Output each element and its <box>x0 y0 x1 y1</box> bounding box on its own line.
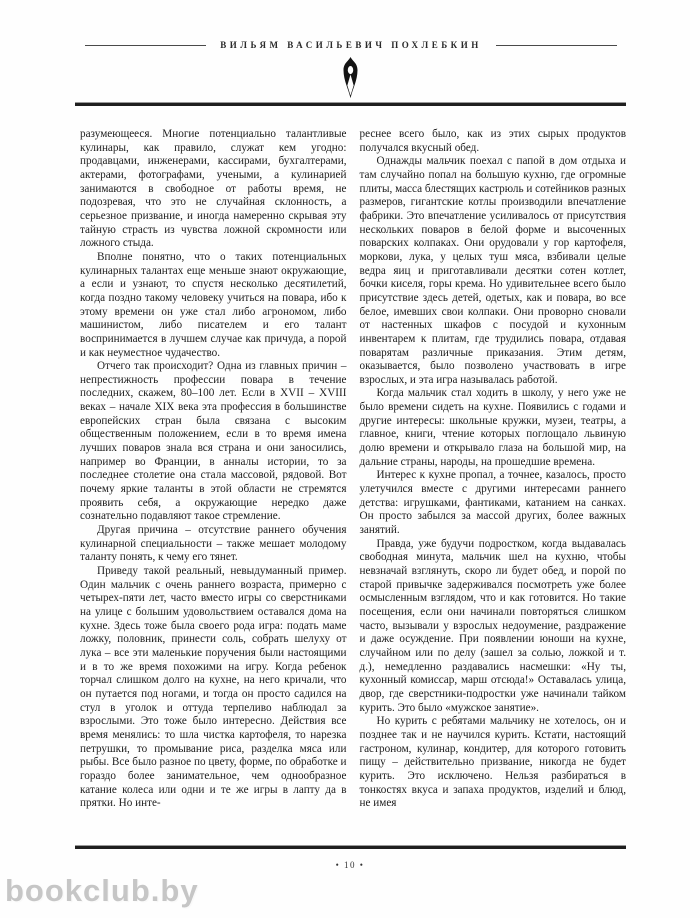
left-column <box>80 128 347 844</box>
header-rule-left <box>85 45 206 46</box>
pen-nib-icon <box>0 56 700 99</box>
paragraph: Вполне понятно, что о таких потенциальных кулинарных талантах еще меньше знают окружающие, а если и узнают, то спустя несколько десятилетий, когда поздно такому человеку учиться на повара, ибо к этому времени он уже стал либо агрономом, либо машинистом, либо писателем и его талант воспринимается в лучшем случае как причуда, а порой и как неуместное чудачество. <box>80 250 347 359</box>
header-rule-right <box>496 45 617 46</box>
paragraph: реснее всего было, как из этих сырых продуктов получался вкусный обед. <box>359 128 626 154</box>
right-column <box>360 128 627 844</box>
running-head <box>85 40 617 50</box>
paragraph: Однажды мальчик поехал с папой в дом отдыха и там случайно попал на большую кухню, где огромные плиты, масса блестящих кастрюль и сотейников разных размеров, гигантские котлы производили впечатление фабрики. Это впечатление усиливалось от присутствия нескольких поваров в белой форме и высоченных поварских колпаках. Они орудовали у гор картофеля, моркови, лука, у целых туш мяса, взбивали целые ведра яиц и приготавливали десятки сотен котлет, бочки киселя, горы крема. Но удивительнее всего было присутствие здесь детей, одетых, как и повара, во все белое, имевших свои колпаки. Они проворно сновали от настенных шкафов с посудой и кухонным инвентарем к плитам, где трудились повара, отдавая поварятам различные приказания. Этим детям, оказывается, было позволено участвовать в игре взрослых, и эта игра называлась работой. <box>359 155 626 386</box>
author-running-title: ВИЛЬЯМ ВАСИЛЬЕВИЧ ПОХЛЕБКИН <box>220 40 482 50</box>
text-columns <box>80 128 626 844</box>
paragraph: Но курить с ребятами мальчику не хотелось, он и позднее так и не научился курить. Кстати, настоящий гастроном, кулинар, кондитер, для которого готовить пищу – действительно призвание, никогда не будет курить. Это исключено. Нельзя разбираться в тонкостях вкуса и запаха продуктов, изделий и блюд, не имея <box>359 715 626 810</box>
page-number: • 10 • <box>335 860 365 870</box>
header-divider-rule <box>75 102 626 106</box>
paragraph: разумеющееся. Многие потенциально талантливые кулинары, как правило, служат кем угодно: продавцами, инженерами, кассирами, бухгалтерами, актерами, фотографами, учеными, а кулинарией занимаются в свободное от работы время, не подозревая, что это не случайная склонность, а серьезное призвание, и иногда намеренно скрывая эту тайную страсть из чувства ложной скромности или ложного стыда. <box>80 128 347 250</box>
paragraph: Отчего так происходит? Одна из главных причин – непрестижность профессии повара в течение последних, скажем, 80–100 лет. Если в XVII – XVIII веках – начале XIX века эта профессия в большинстве европейских стран была связана с высоким общественным положением, если в то время имена лучших поваров знала вся страна и они заносились, например во Франции, в анналы истории, то за последнее столетие она стала массовой, рядовой. Вот почему яркие таланты в этой области не стремятся проявить себя, а окружающие нередко даже сознательно подавляют такое стремление. <box>80 360 347 523</box>
footer-divider-rule <box>75 845 626 849</box>
watermark: bookclub.by <box>5 873 199 908</box>
paragraph: Другая причина – отсутствие раннего обучения кулинарной специальности – также мешает молодому таланту понять, к чему его тянет. <box>80 524 347 564</box>
paragraph: Приведу такой реальный, невыдуманный пример. Один мальчик с очень раннего возраста, примерно с четырех-пяти лет, часто вместо игры со сверстниками на улице с большим удовольствием оставался дома на кухне. Здесь тоже была своего рода игра: подать маме ложку, половник, принести соль, собрать шелуху от лука – все эти маленькие поручения были настоящими и в то же время похожими на игру. Когда ребенок торчал слишком долго на кухне, на него кричали, что он путается под ногами, и тогда он просто садился на стул в уголок и оттуда терпеливо наблюдал за взрослыми. Это тоже было интересно. Действия все время менялись: то шла чистка картофеля, то нарезка петрушки, то промывание риса, разделка мяса или рыбы. Все было разное по цвету, форме, по обработке и гораздо более занимательное, чем однообразное катание колеса или одни и те же игры в лапту да в прятки. Но инте- <box>80 565 347 810</box>
paragraph: Правда, уже будучи подростком, когда выдавалась свободная минута, мальчик шел на кухню, чтобы невзначай взглянуть, скоро ли будет обед, и порой по старой привычке задерживался посмотреть уже более осмысленным взглядом, что и как готовится. Но такие посещения, если они начинали повторяться слишком часто, вызывали у взрослых недоумение, раздражение и даже осуждение. При появлении юноши на кухне, случайном или по делу (зашел за солью, ложкой и т. д.), немедленно раздавались насмешки: «Ну ты, кухонный комиссар, марш отсюда!» Оставалась улица, двор, где сверстники-подростки уже начинали тайком курить. Это было «мужское занятие». <box>359 537 626 714</box>
paragraph: Интерес к кухне пропал, а точнее, казалось, просто улетучился вместе с другими интересами раннего детства: игрушками, фантиками, катанием на санках. Он просто забылся за массой других, более важных занятий. <box>359 469 626 537</box>
paragraph: Когда мальчик стал ходить в школу, у него уже не было времени сидеть на кухне. Появились с годами и другие интересы: школьные кружки, музеи, театры, а главное, книги, чтение которых поглощало львиную долю времени и открывало глаза на большой мир, на дальние страны, народы, на прошедшие времена. <box>359 387 626 468</box>
